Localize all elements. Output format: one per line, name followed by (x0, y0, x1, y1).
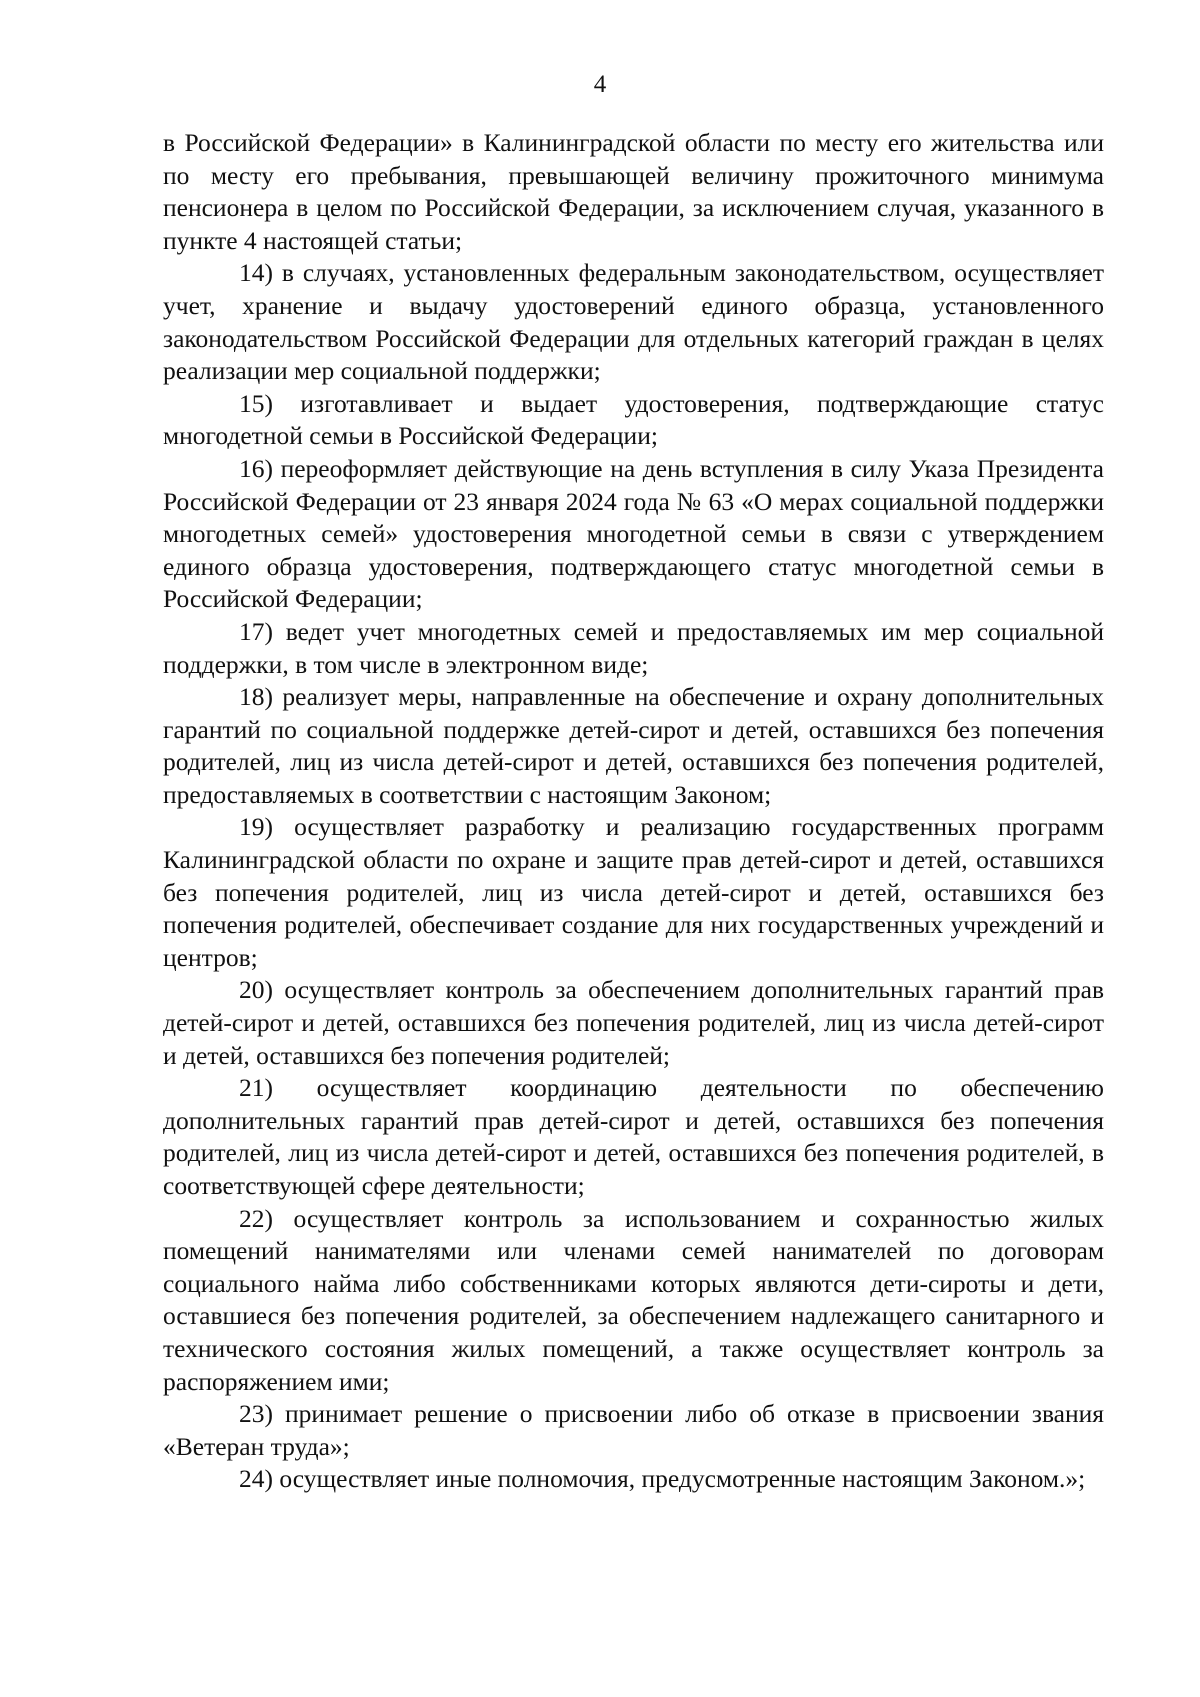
paragraph-item-15: 15) изготавливает и выдает удостоверения, подтверждающие статус многодетной семьи в Российской Федерации; (163, 388, 1104, 451)
paragraph-item-17: 17) ведет учет многодетных семей и предоставляемых им мер социальной поддержки, в том числе в электронном виде; (163, 616, 1104, 679)
paragraph-item-22: 22) осуществляет контроль за использованием и сохранностью жилых помещений нанимателями или членами семей нанимателей по договорам социального найма либо собственниками которых являются дети-сироты и дети, оставшиеся без попечения родителей, за обеспечением надлежащего санитарного и технического состояния жилых помещений, а также осуществляет контроль за распоряжением ими; (163, 1203, 1104, 1396)
paragraph-item-20: 20) осуществляет контроль за обеспечением дополнительных гарантий прав детей-сирот и детей, оставшихся без попечения родителей, лиц из числа детей-сирот и детей, оставшихся без попечения родителей; (163, 975, 1104, 1070)
paragraph-item-21: 21) осуществляет координацию деятельности по обеспечению дополнительных гарантий прав детей-сирот и детей, оставшихся без попечения родителей, лиц из числа детей-сирот и детей, оставшихся без попечения родителей, в соответствующей сфере деятельности; (163, 1073, 1104, 1200)
paragraph-item-19: 19) осуществляет разработку и реализацию государственных программ Калининградской области по охране и защите прав детей-сирот и детей, оставшихся без попечения родителей, лиц из числа детей-сирот и детей, оставшихся без попечения родителей, обеспечивает создание для них государственных учреждений и центров; (163, 812, 1104, 972)
paragraph-item-18: 18) реализует меры, направленные на обеспечение и охрану дополнительных гарантий по социальной поддержке детей-сирот и детей, оставшихся без попечения родителей, лиц из числа детей-сирот и детей, оставшихся без попечения родителей, предоставляемых в соответствии с настоящим Законом; (163, 682, 1104, 809)
paragraph-item-24: 24) осуществляет иные полномочия, предусмотренные настоящим Законом.»; (239, 1464, 1086, 1494)
paragraph-item-23: 23) принимает решение о присвоении либо об отказе в присвоении звания «Ветеран труда»; (163, 1399, 1104, 1461)
document-body (163, 127, 1104, 1496)
paragraph-item-14: 14) в случаях, установленных федеральным законодательством, осуществляет учет, хранение и выдачу удостоверений единого образца, установленного законодательством Российской Федерации для отдельных категорий граждан в целях реализации мер социальной поддержки; (163, 258, 1104, 386)
page-number: 4 (593, 71, 607, 98)
paragraph-item-16: 16) переоформляет действующие на день вступления в силу Указа Президента Российской Федерации от 23 января 2024 года № 63 «О мерах социальной поддержки многодетных семей» удостоверения многодетной семьи в связи с утверждением единого образца удостоверения, подтверждающего статус многодетной семьи в Российской Федерации; (163, 453, 1104, 614)
paragraph-continuation: в Российской Федерации» в Калининградской области по месту его жительства или по месту его пребывания, превышающей величину прожиточного минимума пенсионера в целом по Российской Федерации, за исключением случая, указанного в пункте 4 настоящей статьи; (163, 128, 1104, 255)
